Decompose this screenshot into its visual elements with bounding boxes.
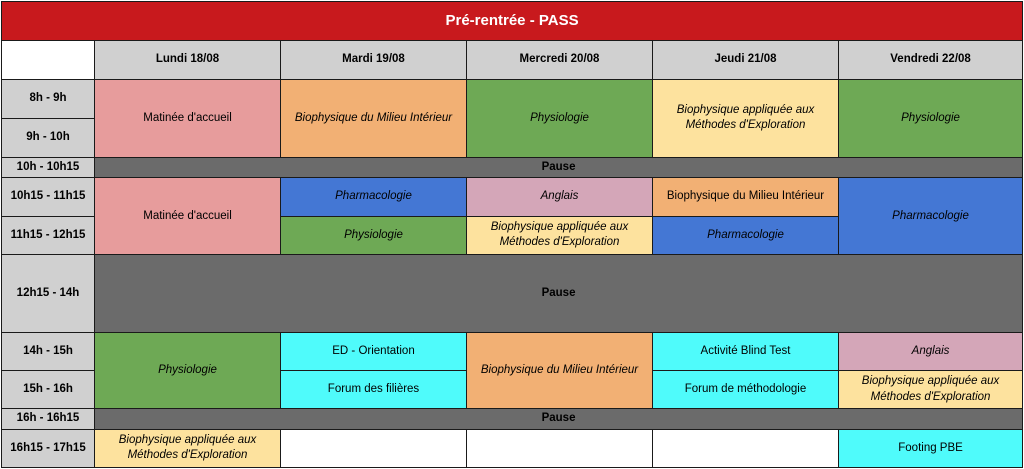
slot-monday-afternoon: Physiologie bbox=[95, 332, 281, 409]
day-header-thursday: Jeudi 21/08 bbox=[653, 41, 839, 79]
day-header-friday: Vendredi 22/08 bbox=[839, 41, 1023, 79]
slot-friday-15: Biophysique appliquée aux Méthodes d'Exploration bbox=[839, 371, 1023, 409]
slot-tuesday-15: Forum des filières bbox=[281, 371, 467, 409]
slot-monday-morning: Matinée d'accueil bbox=[95, 79, 281, 158]
slot-thursday-morning: Biophysique appliquée aux Méthodes d'Exploration bbox=[653, 79, 839, 158]
pause-lunch: Pause bbox=[95, 255, 1023, 333]
slot-tuesday-morning: Biophysique du Milieu Intérieur bbox=[281, 79, 467, 158]
day-header-monday: Lundi 18/08 bbox=[95, 41, 281, 79]
slot-wednesday-1015: Anglais bbox=[467, 178, 653, 216]
slot-wednesday-afternoon: Biophysique du Milieu Intérieur bbox=[467, 332, 653, 409]
slot-friday-late-morning: Pharmacologie bbox=[839, 178, 1023, 255]
page-title: Pré-rentrée - PASS bbox=[2, 2, 1023, 41]
slot-monday-late-morning: Matinée d'accueil bbox=[95, 178, 281, 255]
slot-thursday-1115: Pharmacologie bbox=[653, 216, 839, 254]
corner-cell bbox=[2, 41, 95, 79]
slot-tuesday-14: ED - Orientation bbox=[281, 332, 467, 370]
slot-thursday-14: Activité Blind Test bbox=[653, 332, 839, 370]
schedule-table bbox=[1, 1, 1023, 468]
slot-friday-14: Anglais bbox=[839, 332, 1023, 370]
time-label: 9h - 10h bbox=[2, 118, 95, 157]
time-label: 15h - 16h bbox=[2, 371, 95, 409]
slot-friday-1615: Footing PBE bbox=[839, 429, 1023, 467]
slot-thursday-15: Forum de méthodologie bbox=[653, 371, 839, 409]
time-label: 10h15 - 11h15 bbox=[2, 178, 95, 216]
slot-monday-1615: Biophysique appliquée aux Méthodes d'Exploration bbox=[95, 429, 281, 467]
time-label: 16h15 - 17h15 bbox=[2, 429, 95, 467]
slot-tuesday-1615-empty bbox=[281, 429, 467, 467]
slot-wednesday-1115: Biophysique appliquée aux Méthodes d'Exploration bbox=[467, 216, 653, 254]
time-label: 11h15 - 12h15 bbox=[2, 216, 95, 254]
slot-thursday-1615-empty bbox=[653, 429, 839, 467]
time-label: 10h - 10h15 bbox=[2, 158, 95, 178]
slot-wednesday-1615-empty bbox=[467, 429, 653, 467]
day-header-tuesday: Mardi 19/08 bbox=[281, 41, 467, 79]
time-label: 14h - 15h bbox=[2, 332, 95, 370]
pause-afternoon: Pause bbox=[95, 409, 1023, 429]
time-label: 12h15 - 14h bbox=[2, 255, 95, 333]
slot-wednesday-morning: Physiologie bbox=[467, 79, 653, 158]
pause-morning: Pause bbox=[95, 158, 1023, 178]
time-label: 8h - 9h bbox=[2, 79, 95, 118]
time-label: 16h - 16h15 bbox=[2, 409, 95, 429]
day-header-wednesday: Mercredi 20/08 bbox=[467, 41, 653, 79]
slot-tuesday-1115: Physiologie bbox=[281, 216, 467, 254]
slot-friday-morning: Physiologie bbox=[839, 79, 1023, 158]
slot-thursday-1015: Biophysique du Milieu Intérieur bbox=[653, 178, 839, 216]
slot-tuesday-1015: Pharmacologie bbox=[281, 178, 467, 216]
